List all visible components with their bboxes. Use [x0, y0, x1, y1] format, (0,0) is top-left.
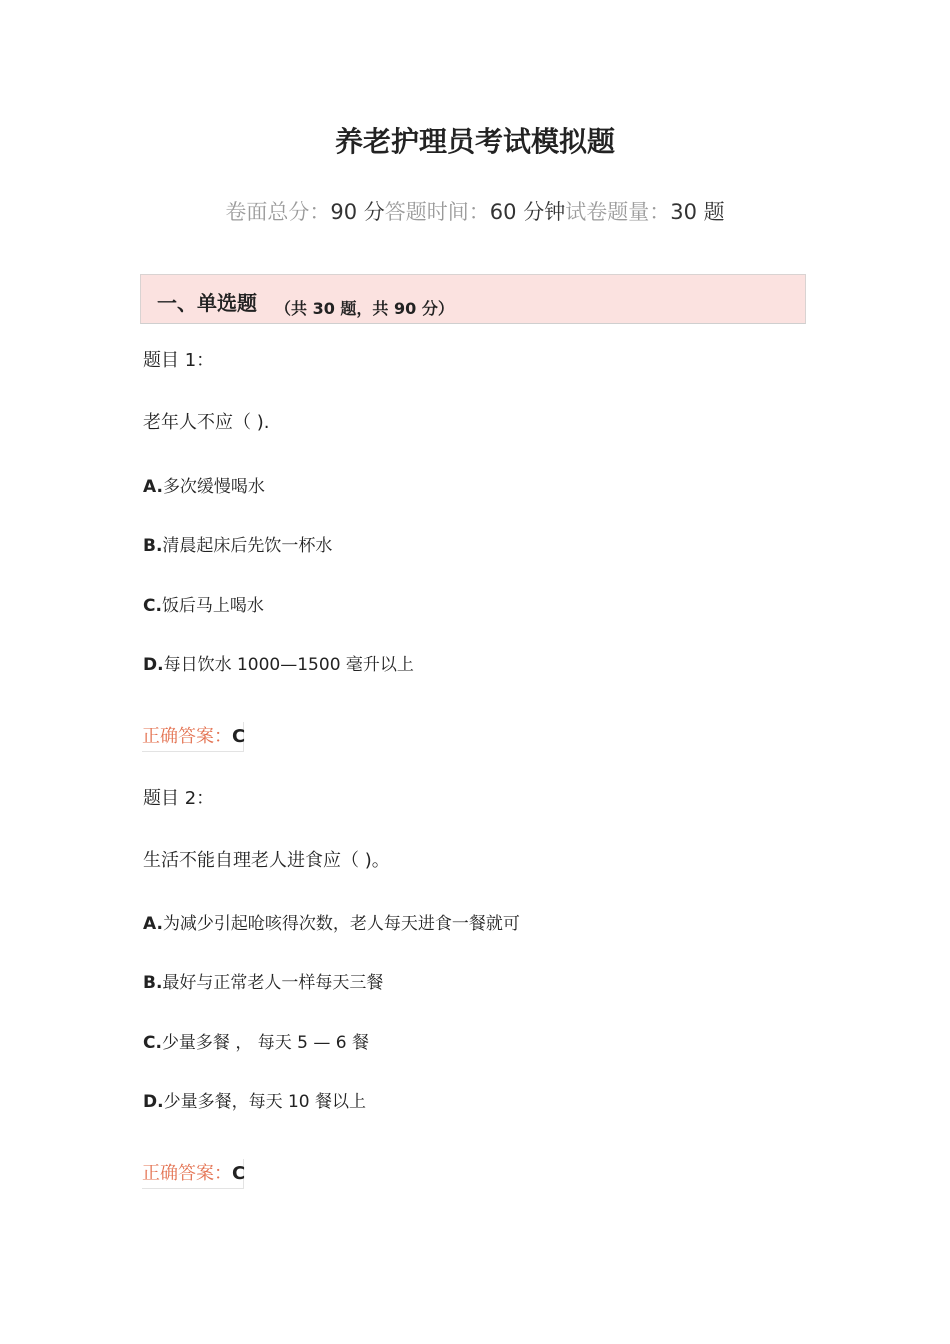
- option-letter: A.: [143, 477, 163, 497]
- option-text: 饭后马上喝水: [161, 596, 264, 616]
- option-c[interactable]: [143, 1028, 369, 1053]
- question-count-label: 试卷题量：: [565, 200, 671, 224]
- option-c[interactable]: [143, 591, 264, 616]
- exam-meta: [0, 196, 950, 226]
- option-letter: C.: [143, 596, 162, 616]
- answer-time-value: 60 分钟: [489, 200, 566, 224]
- question-number: 题目 1：: [143, 350, 215, 371]
- section-count: （共 30 题，共 90 分）: [275, 299, 454, 318]
- total-score-label: 卷面总分：: [225, 200, 331, 224]
- option-text: 少量多餐 ， 每天 5 — 6 餐: [161, 1033, 369, 1053]
- option-a[interactable]: [143, 909, 520, 934]
- option-text: 多次缓慢喝水: [162, 477, 265, 497]
- option-letter: A.: [143, 914, 163, 934]
- answer-time-label: 答题时间：: [384, 200, 490, 224]
- correct-answer-label: 正确答案：: [142, 726, 232, 747]
- option-d[interactable]: [143, 1087, 366, 1112]
- exam-title: 养老护理员考试模拟题: [334, 125, 615, 158]
- question-number: 题目 2：: [143, 788, 215, 809]
- option-b[interactable]: [143, 531, 332, 556]
- correct-answer: [142, 1159, 244, 1189]
- option-letter: D.: [143, 1092, 164, 1112]
- option-text: 每日饮水 1000—1500 毫升以上: [163, 655, 414, 675]
- section-header: [140, 274, 806, 324]
- option-b[interactable]: [143, 968, 383, 993]
- option-text: 为减少引起呛咳得次数，老人每天进食一餐就可: [162, 914, 520, 934]
- option-a[interactable]: [143, 472, 265, 497]
- correct-answer-value: C: [232, 726, 246, 747]
- question-text: 生活不能自理老人进食应（ )。: [143, 850, 390, 871]
- option-letter: B.: [143, 536, 163, 556]
- correct-answer-label: 正确答案：: [142, 1163, 232, 1184]
- option-letter: C.: [143, 1033, 162, 1053]
- question-count-value: 30 题: [670, 200, 725, 224]
- option-letter: B.: [143, 973, 163, 993]
- question-text: 老年人不应（ ).: [143, 412, 270, 433]
- option-text: 最好与正常老人一样每天三餐: [162, 973, 384, 993]
- correct-answer: [142, 722, 244, 752]
- option-text: 少量多餐，每天 10 餐以上: [163, 1092, 367, 1112]
- section-title: 一、单选题: [157, 291, 257, 315]
- option-letter: D.: [143, 655, 164, 675]
- total-score-value: 90 分: [330, 200, 385, 224]
- correct-answer-value: C: [232, 1163, 246, 1184]
- option-d[interactable]: [143, 650, 414, 675]
- option-text: 清晨起床后先饮一杯水: [162, 536, 333, 556]
